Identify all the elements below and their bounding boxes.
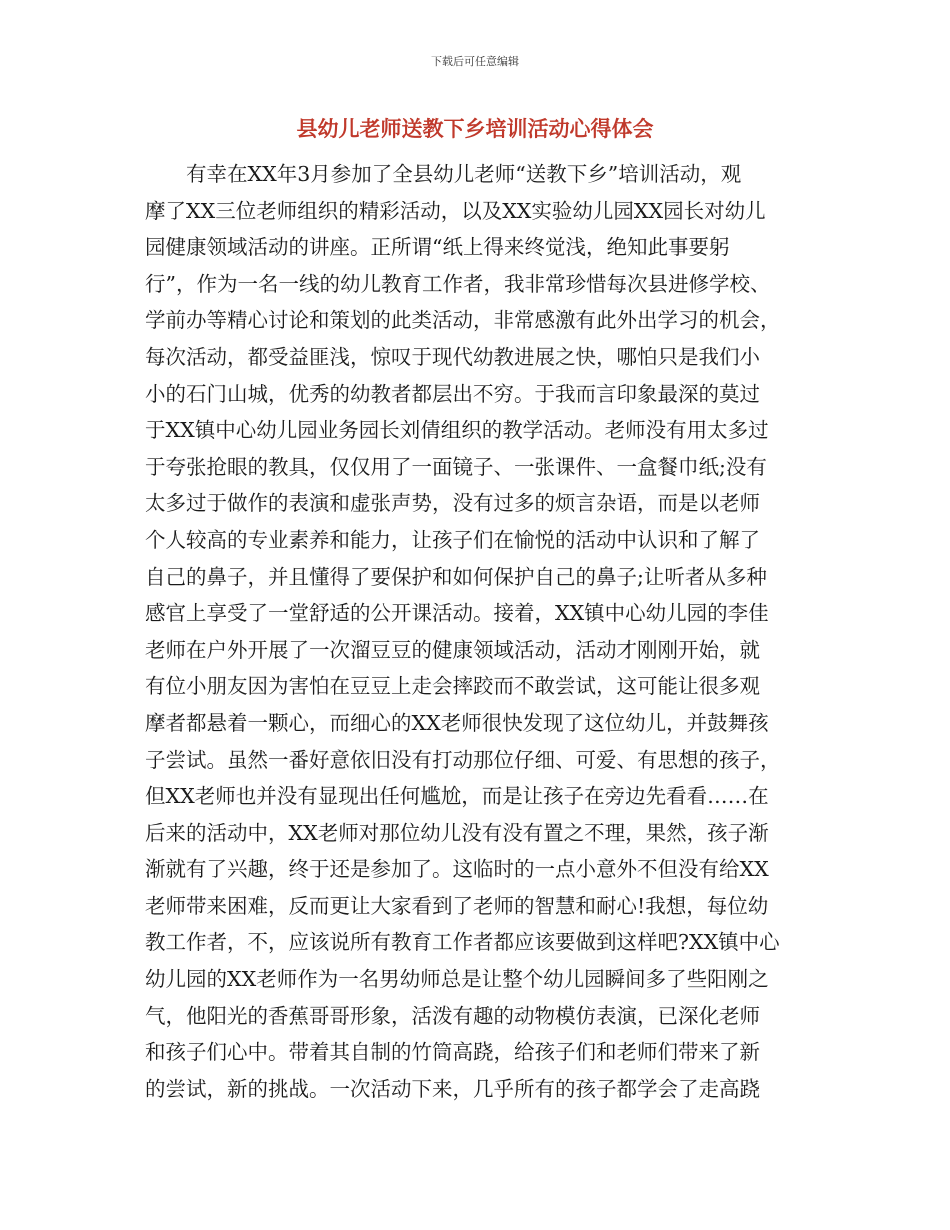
body-line: 摩了XX三位老师组织的精彩活动，以及XX实验幼儿园XX园长对幼儿: [145, 198, 766, 223]
body-line: 自己的鼻子，并且懂得了要保护和如何保护自己的鼻子;让听者从多种: [145, 564, 767, 589]
body-line: 教工作者，不，应该说所有教育工作者都应该要做到这样吧?XX镇中心: [145, 930, 780, 955]
body-line: 但XX老师也并没有显现出任何尴尬，而是让孩子在旁边先看看……在: [145, 784, 769, 809]
body-line: 于XX镇中心幼儿园业务园长刘倩组织的教学活动。老师没有用太多过: [145, 418, 769, 443]
body-line: 学前办等精心讨论和策划的此类活动，非常感激有此外出学习的机会，: [145, 308, 781, 333]
body-line: 老师带来困难，反而更让大家看到了老师的智慧和耐心!我想，每位幼: [145, 893, 769, 918]
body-line: 有幸在XX年3月参加了全县幼儿老师“送教下乡”培训活动，观: [186, 162, 742, 186]
body-line: 和孩子们心中。带着其自制的竹筒高跷，给孩子们和老师们带来了新: [145, 1040, 760, 1065]
body-line: 气，他阳光的香蕉哥哥形象，活泼有趣的动物模仿表演，已深化老师: [145, 1003, 760, 1028]
body-line: 摩者都悬着一颗心，而细心的XX老师很快发现了这位幼儿，并鼓舞孩: [145, 710, 769, 735]
body-line: 太多过于做作的表演和虚张声势，没有过多的烦言杂语，而是以老师: [145, 491, 760, 516]
body-line: 子尝试。虽然一番好意依旧没有打动那位仔细、可爱、有思想的孩子，: [145, 747, 781, 772]
body-line: 园健康领域活动的讲座。正所谓“纸上得来终觉浅，绝知此事要躬: [145, 235, 730, 260]
body-line: 老师在户外开展了一次溜豆豆的健康领域活动，活动才刚刚开始，就: [145, 637, 760, 662]
body-line: 幼儿园的XX老师作为一名男幼师总是让整个幼儿园瞬间多了些阳刚之: [145, 967, 769, 992]
document-title: 县幼儿老师送教下乡培训活动心得体会: [296, 117, 654, 141]
body-line: 感官上享受了一堂舒适的公开课活动。接着，XX镇中心幼儿园的李佳: [145, 601, 769, 626]
body-line: 后来的活动中，XX老师对那位幼儿没有没有置之不理，果然，孩子渐: [145, 820, 769, 845]
body-line: 每次活动，都受益匪浅，惊叹于现代幼教进展之快，哪怕只是我们小: [145, 344, 760, 369]
body-line: 个人较高的专业素养和能力，让孩子们在愉悦的活动中认识和了解了: [145, 527, 760, 552]
body-line: 小的石门山城，优秀的幼教者都层出不穷。于我而言印象最深的莫过: [145, 381, 760, 406]
header-note: 下载后可任意编辑: [431, 55, 519, 68]
body-line: 行”，作为一名一线的幼儿教育工作者，我非常珍惜每次县进修学校、: [145, 271, 771, 296]
body-paragraph: [145, 156, 807, 1107]
body-line: 渐就有了兴趣，终于还是参加了。这临时的一点小意外不但没有给XX: [145, 857, 769, 882]
body-line: 于夸张抢眼的教具，仅仅用了一面镜子、一张课件、一盒餐巾纸;没有: [145, 454, 767, 479]
body-line: 的尝试，新的挑战。一次活动下来，几乎所有的孩子都学会了走高跷: [145, 1076, 760, 1101]
body-line: 有位小朋友因为害怕在豆豆上走会摔跤而不敢尝试，这可能让很多观: [145, 674, 760, 699]
